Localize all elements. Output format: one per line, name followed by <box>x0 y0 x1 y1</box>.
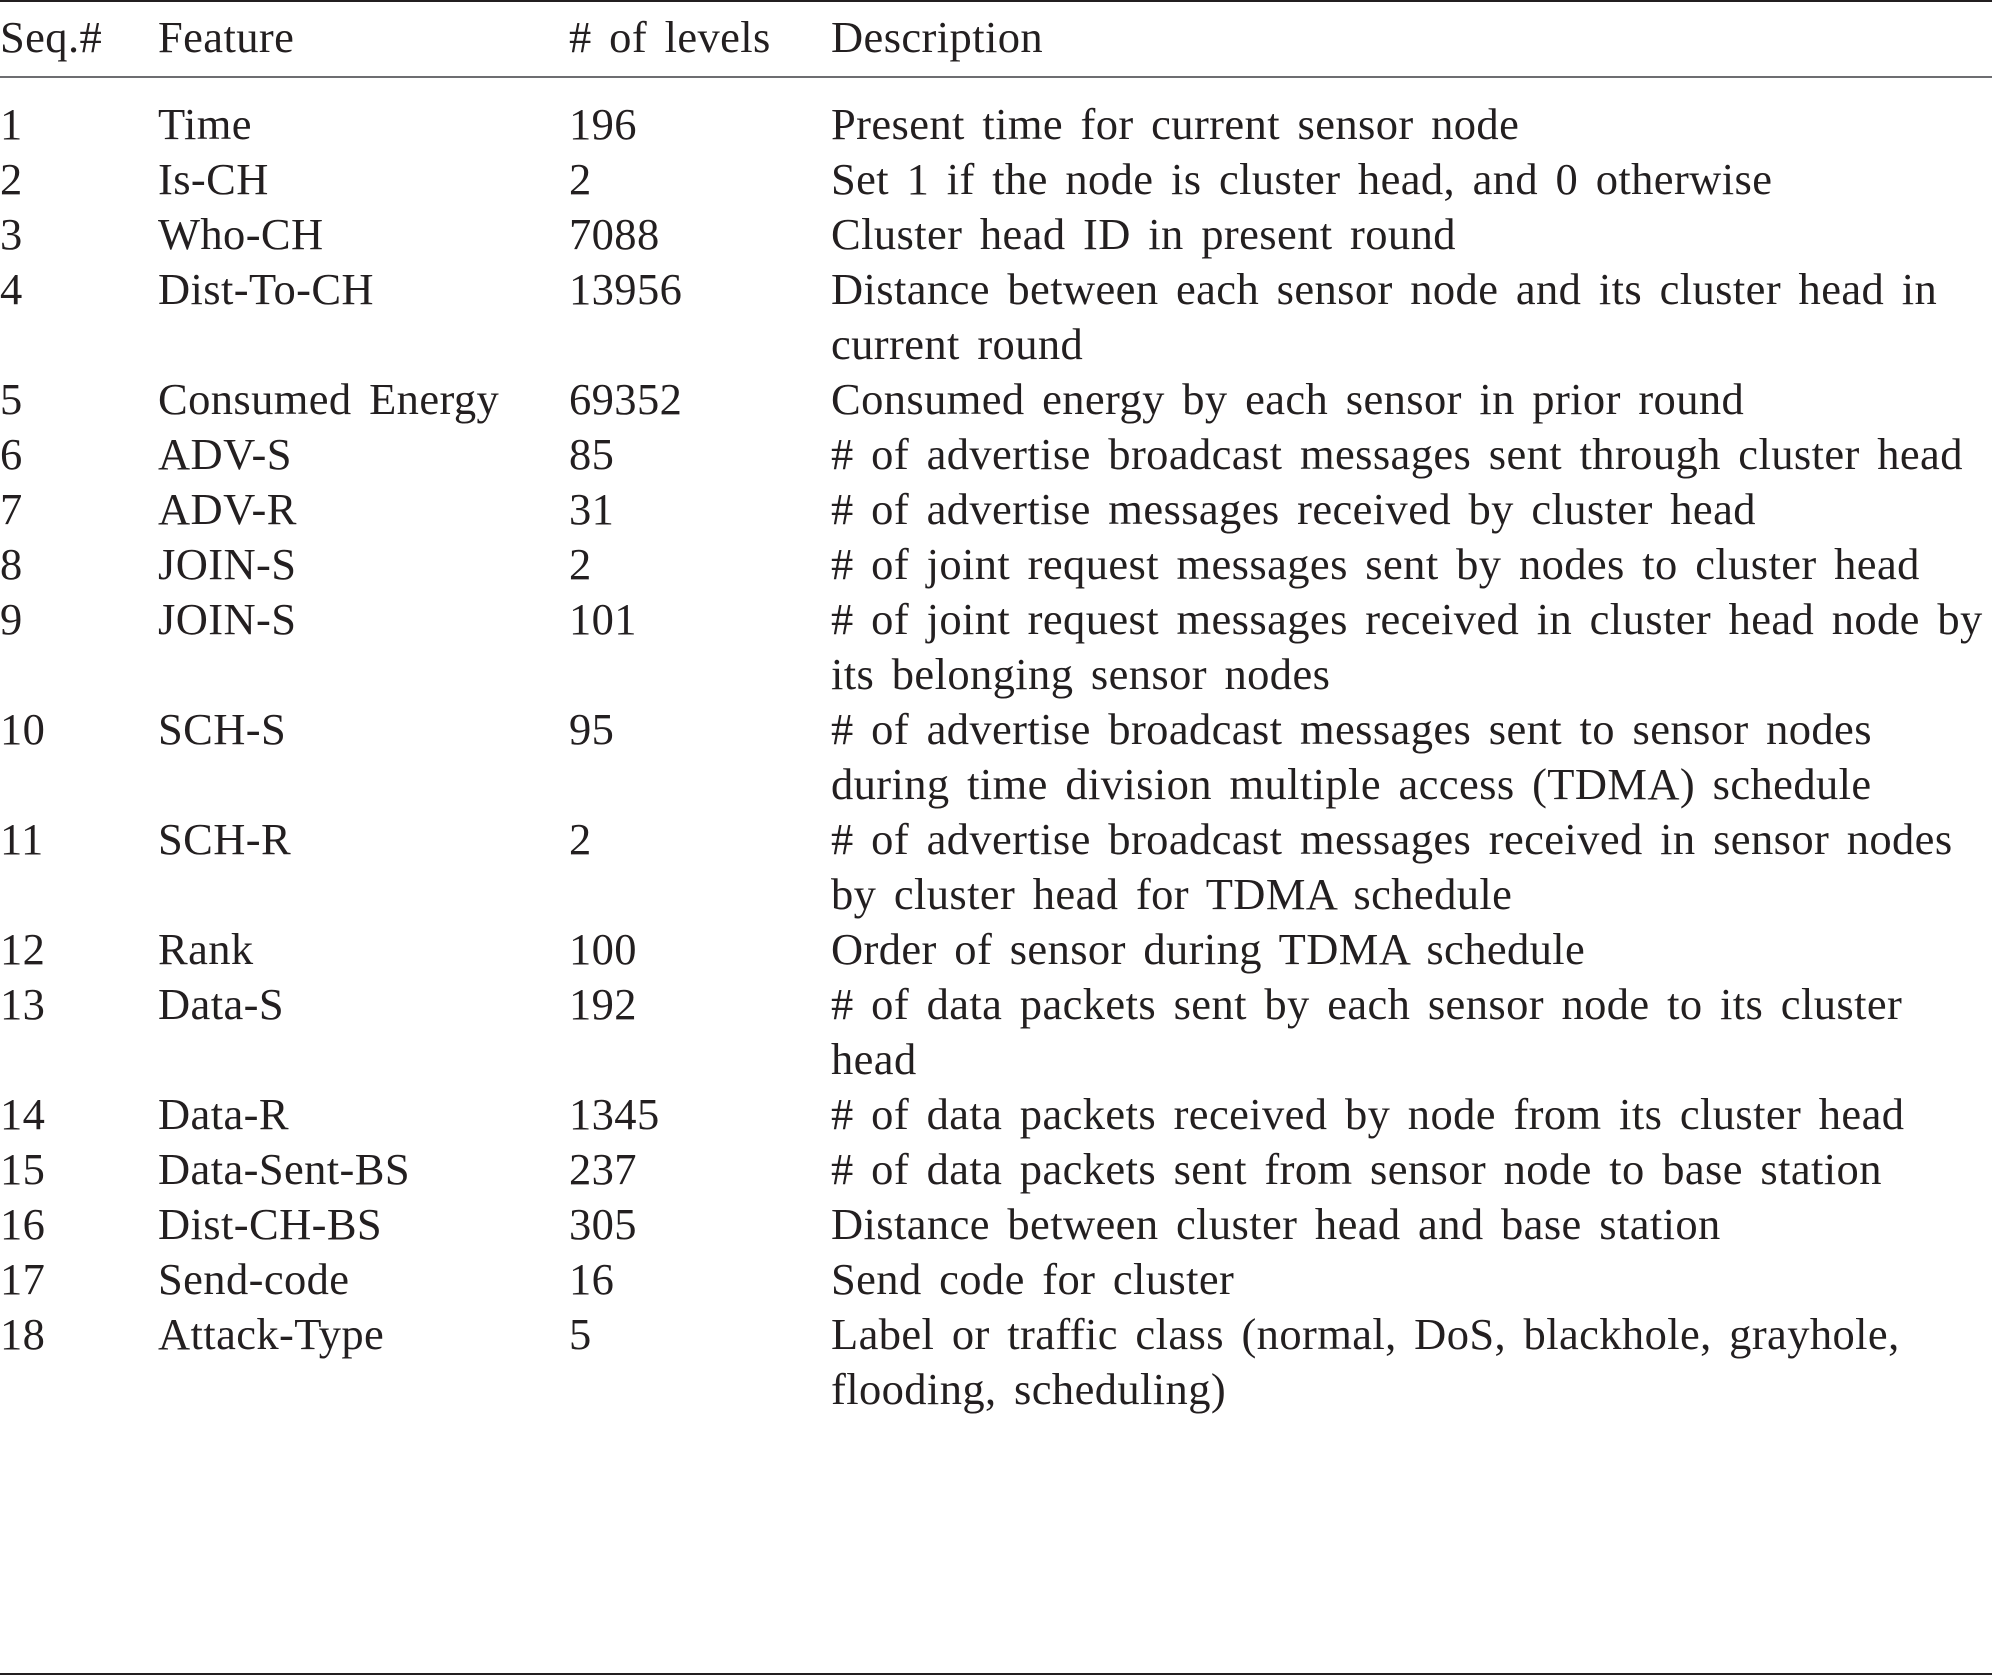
cell-levels: 5 <box>569 1309 592 1359</box>
cell-seq: 4 <box>0 264 23 314</box>
cell-seq: 12 <box>0 924 46 974</box>
cell-levels: 192 <box>569 979 637 1029</box>
cell-feature: JOIN-S <box>158 539 297 589</box>
table-row <box>0 80 1992 152</box>
cell-description: # of data packets sent from sensor node to base station <box>831 1144 1882 1194</box>
cell-description: # of data packets received by node from its cluster head <box>831 1089 1905 1139</box>
cell-description: Send code for cluster <box>831 1254 1235 1304</box>
cell-description: Cluster head ID in present round <box>831 209 1456 259</box>
cell-feature: SCH-S <box>158 704 287 754</box>
table-row <box>0 812 1992 922</box>
table-row <box>0 207 1992 262</box>
table-row <box>0 262 1992 372</box>
table-row <box>0 977 1992 1087</box>
cell-seq: 15 <box>0 1144 46 1194</box>
cell-levels: 1345 <box>569 1089 660 1139</box>
table-header <box>0 10 1992 80</box>
cell-seq: 9 <box>0 594 23 644</box>
cell-levels: 100 <box>569 924 637 974</box>
cell-levels: 2 <box>569 154 592 204</box>
cell-levels: 95 <box>569 704 615 754</box>
cell-description: # of advertise broadcast messages received in sensor nodes by cluster head for TDMA schedule <box>831 814 1953 919</box>
table-row <box>0 537 1992 592</box>
table-row <box>0 702 1992 812</box>
header-seq: Seq.# <box>0 12 103 62</box>
header-row <box>0 10 1992 80</box>
header-description: Description <box>831 12 1044 62</box>
cell-description: # of joint request messages received in cluster head node by its belonging sensor nodes <box>831 594 1983 699</box>
cell-feature: Who-CH <box>158 209 324 259</box>
cell-description: # of advertise messages received by cluster head <box>831 484 1756 534</box>
cell-seq: 10 <box>0 704 46 754</box>
cell-description: Order of sensor during TDMA schedule <box>831 924 1586 974</box>
cell-feature: Send-code <box>158 1254 350 1304</box>
cell-feature: Dist-To-CH <box>158 264 374 314</box>
cell-feature: Data-R <box>158 1089 289 1139</box>
header-levels: # of levels <box>569 12 771 62</box>
table-row <box>0 427 1992 482</box>
feature-table <box>0 10 1992 1417</box>
cell-description: Distance between each sensor node and its cluster head in current round <box>831 264 1938 369</box>
cell-seq: 7 <box>0 484 23 534</box>
cell-feature: Dist-CH-BS <box>158 1199 383 1249</box>
cell-description: Consumed energy by each sensor in prior round <box>831 374 1745 424</box>
cell-description: Label or traffic class (normal, DoS, blackhole, grayhole, flooding, scheduling) <box>831 1309 1900 1414</box>
cell-levels: 85 <box>569 429 615 479</box>
cell-seq: 2 <box>0 154 23 204</box>
cell-levels: 31 <box>569 484 615 534</box>
header-feature: Feature <box>158 12 295 62</box>
cell-seq: 16 <box>0 1199 46 1249</box>
table-row <box>0 1087 1992 1142</box>
cell-feature: ADV-S <box>158 429 292 479</box>
cell-description: Present time for current sensor node <box>831 99 1520 149</box>
cell-levels: 2 <box>569 539 592 589</box>
cell-feature: Rank <box>158 924 254 974</box>
cell-seq: 18 <box>0 1309 46 1359</box>
cell-levels: 237 <box>569 1144 637 1194</box>
cell-description: # of advertise broadcast messages sent through cluster head <box>831 429 1963 479</box>
cell-levels: 101 <box>569 594 637 644</box>
cell-levels: 305 <box>569 1199 637 1249</box>
table-row <box>0 1142 1992 1197</box>
table-row <box>0 372 1992 427</box>
table-row <box>0 1197 1992 1252</box>
top-rule <box>0 0 1992 2</box>
cell-levels: 2 <box>569 814 592 864</box>
table-row <box>0 592 1992 702</box>
cell-seq: 11 <box>0 814 44 864</box>
cell-seq: 14 <box>0 1089 46 1139</box>
cell-feature: ADV-R <box>158 484 297 534</box>
cell-description: Set 1 if the node is cluster head, and 0 otherwise <box>831 154 1773 204</box>
cell-feature: Data-Sent-BS <box>158 1144 410 1194</box>
cell-levels: 69352 <box>569 374 683 424</box>
cell-levels: 196 <box>569 99 637 149</box>
cell-seq: 17 <box>0 1254 46 1304</box>
cell-seq: 1 <box>0 99 23 149</box>
cell-seq: 8 <box>0 539 23 589</box>
cell-levels: 16 <box>569 1254 615 1304</box>
table-row <box>0 482 1992 537</box>
cell-feature: JOIN-S <box>158 594 297 644</box>
cell-feature: Attack-Type <box>158 1309 385 1359</box>
table-body <box>0 80 1992 1417</box>
cell-feature: Is-CH <box>158 154 269 204</box>
cell-description: # of joint request messages sent by nodes to cluster head <box>831 539 1920 589</box>
table-row <box>0 922 1992 977</box>
cell-feature: Consumed Energy <box>158 374 500 424</box>
cell-seq: 5 <box>0 374 23 424</box>
cell-feature: Time <box>158 99 252 149</box>
table-row <box>0 1307 1992 1417</box>
cell-feature: Data-S <box>158 979 284 1029</box>
cell-feature: SCH-R <box>158 814 292 864</box>
cell-levels: 7088 <box>569 209 660 259</box>
cell-levels: 13956 <box>569 264 683 314</box>
cell-seq: 13 <box>0 979 46 1029</box>
cell-description: Distance between cluster head and base station <box>831 1199 1721 1249</box>
cell-description: # of data packets sent by each sensor node to its cluster head <box>831 979 1903 1084</box>
cell-description: # of advertise broadcast messages sent to sensor nodes during time division multiple access (TDMA) schedule <box>831 704 1872 809</box>
cell-seq: 6 <box>0 429 23 479</box>
table-row <box>0 1252 1992 1307</box>
table-row <box>0 152 1992 207</box>
cell-seq: 3 <box>0 209 23 259</box>
